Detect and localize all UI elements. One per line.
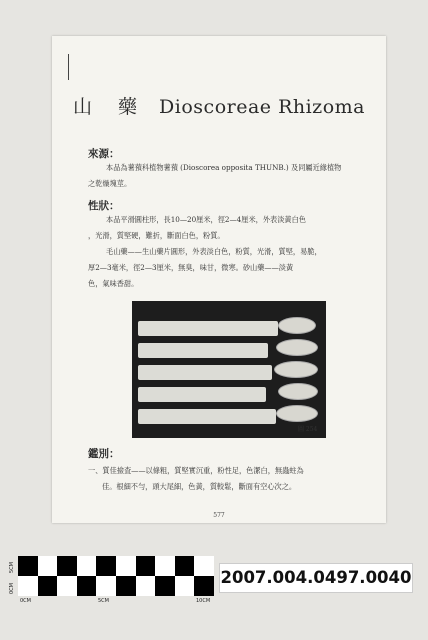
properties-line: 色，氣味香甜。: [88, 279, 139, 288]
herb-photograph: [132, 301, 326, 438]
source-heading: 來源：: [88, 148, 120, 160]
color-scale-bar: [18, 556, 214, 596]
yam-slice: [278, 383, 318, 400]
source-text: 本品為薯蕷科植物薯蕷 (Dioscorea opposita THUNB.) 及同屬近緣植物之乾燥塊莖。: [88, 163, 342, 188]
page-number: 577: [213, 512, 225, 519]
scale-label-5: 5CM: [98, 598, 109, 604]
identification-paragraph: [88, 463, 346, 495]
properties-line: 本品平滑圓柱形，長10—20厘米，徑2—4厘米，外表淡黃白色: [106, 215, 306, 224]
margin-mark: [68, 54, 69, 80]
scale-label-10: 10CM: [196, 598, 211, 604]
yam-stick: [138, 343, 268, 358]
scale-side-label: 5CM: [9, 562, 15, 573]
yam-stick: [138, 365, 272, 380]
accession-number: 2007.004.0497.0040: [219, 563, 413, 593]
yam-stick: [138, 321, 278, 336]
document-page: [52, 36, 386, 523]
yam-stick: [138, 409, 276, 424]
properties-paragraph: [88, 212, 346, 292]
yam-slice: [278, 317, 316, 334]
title-chinese: 山 藥: [73, 96, 148, 118]
identification-heading: 鑑別：: [88, 448, 120, 460]
title-latin: Dioscoreae Rhizoma: [159, 96, 365, 118]
page-title: [52, 92, 386, 119]
scale-row-bottom: [18, 576, 214, 596]
figure-caption: 圖 254: [298, 426, 318, 433]
yam-slice: [276, 405, 318, 422]
identification-line: 一、質佳撿査——以條粗，質堅實沉重，粉性足，色潔白，無蟲蛀為: [88, 466, 304, 475]
identification-line: 佳。根細不勻，頭大尾細，色黃，質較鬆，斷面有空心次之。: [102, 482, 297, 491]
source-paragraph: [88, 160, 346, 192]
scale-side-label: 0CM: [9, 583, 15, 594]
yam-stick: [138, 387, 266, 402]
properties-line: 厚2—3毫米，徑2—3厘米，無臭，味甘，微寒。砂山藥——淡黃: [88, 263, 294, 272]
properties-line: ，光滑，質堅硬，難折，斷面白色，粉質。: [88, 231, 225, 240]
yam-slice: [274, 361, 318, 378]
scale-label-0: 0CM: [20, 598, 31, 604]
properties-heading: 性狀：: [88, 200, 120, 212]
scale-row-top: [18, 556, 214, 576]
properties-line: 毛山藥——生山藥片圓形，外表淡白色，粉質，光滑，質堅，易脆，: [106, 247, 322, 256]
yam-slice: [276, 339, 318, 356]
